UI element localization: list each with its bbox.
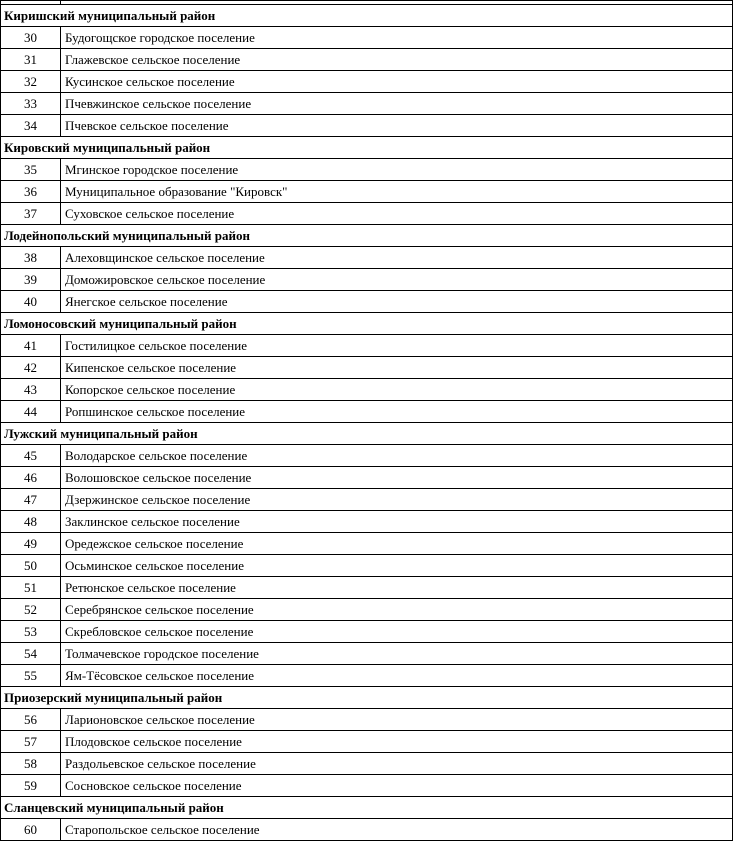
settlement-name: Янегское сельское поселение (61, 291, 733, 313)
table-row (1, 159, 733, 181)
district-name: Приозерский муниципальный район (1, 687, 733, 709)
table-row (1, 819, 733, 841)
settlement-name: Ретюнское сельское поселение (61, 577, 733, 599)
table-row (1, 71, 733, 93)
settlement-name: Будогощское городское поселение (61, 27, 733, 49)
row-number: 30 (1, 27, 61, 49)
row-number: 48 (1, 511, 61, 533)
settlement-name: Гостилицкое сельское поселение (61, 335, 733, 357)
table-row (1, 203, 733, 225)
settlement-name: Глажевское сельское поселение (61, 49, 733, 71)
settlement-name: Муниципальное образование "Кировск" (61, 181, 733, 203)
row-number: 35 (1, 159, 61, 181)
settlement-name: Ям-Тёсовское сельское поселение (61, 665, 733, 687)
row-number: 38 (1, 247, 61, 269)
row-number: 33 (1, 93, 61, 115)
table-row (1, 445, 733, 467)
table-row (1, 247, 733, 269)
settlement-name: Волошовское сельское поселение (61, 467, 733, 489)
table-body (1, 1, 733, 841)
district-row (1, 5, 733, 27)
settlement-name: Старопольское сельское поселение (61, 819, 733, 841)
settlement-name: Заклинское сельское поселение (61, 511, 733, 533)
settlement-name: Осьминское сельское поселение (61, 555, 733, 577)
table-row (1, 335, 733, 357)
table-row (1, 665, 733, 687)
district-row (1, 313, 733, 335)
table-row (1, 49, 733, 71)
district-name: Киришский муниципальный район (1, 5, 733, 27)
row-number: 36 (1, 181, 61, 203)
row-number: 43 (1, 379, 61, 401)
row-number: 42 (1, 357, 61, 379)
table-row (1, 27, 733, 49)
settlement-name: Ропшинское сельское поселение (61, 401, 733, 423)
district-row (1, 687, 733, 709)
row-number: 34 (1, 115, 61, 137)
row-number: 49 (1, 533, 61, 555)
settlement-name: Толмачевское городское поселение (61, 643, 733, 665)
row-number: 58 (1, 753, 61, 775)
settlement-name: Оредежское сельское поселение (61, 533, 733, 555)
district-name: Сланцевский муниципальный район (1, 797, 733, 819)
table-row (1, 291, 733, 313)
row-number: 45 (1, 445, 61, 467)
table-row (1, 489, 733, 511)
row-number: 52 (1, 599, 61, 621)
row-number: 53 (1, 621, 61, 643)
row-number: 37 (1, 203, 61, 225)
table-row (1, 181, 733, 203)
settlement-name: Доможировское сельское поселение (61, 269, 733, 291)
row-number: 31 (1, 49, 61, 71)
table-row (1, 643, 733, 665)
table-row (1, 379, 733, 401)
table-row (1, 555, 733, 577)
settlement-name: Сосновское сельское поселение (61, 775, 733, 797)
table-row (1, 577, 733, 599)
settlement-name: Копорское сельское поселение (61, 379, 733, 401)
settlement-name: Пчевжинское сельское поселение (61, 93, 733, 115)
district-row (1, 423, 733, 445)
table-row (1, 115, 733, 137)
settlement-name: Алеховщинское сельское поселение (61, 247, 733, 269)
row-number: 59 (1, 775, 61, 797)
table-row (1, 357, 733, 379)
settlement-name: Кипенское сельское поселение (61, 357, 733, 379)
table-row (1, 511, 733, 533)
table-row (1, 269, 733, 291)
district-name: Лодейнопольский муниципальный район (1, 225, 733, 247)
row-number: 60 (1, 819, 61, 841)
settlement-name: Пчевское сельское поселение (61, 115, 733, 137)
row-number: 55 (1, 665, 61, 687)
district-row (1, 137, 733, 159)
settlement-name: Володарское сельское поселение (61, 445, 733, 467)
table-row (1, 533, 733, 555)
row-number: 57 (1, 731, 61, 753)
table-row (1, 93, 733, 115)
district-row (1, 225, 733, 247)
row-number: 56 (1, 709, 61, 731)
row-number: 41 (1, 335, 61, 357)
row-number: 50 (1, 555, 61, 577)
settlement-name: Серебрянское сельское поселение (61, 599, 733, 621)
district-row (1, 797, 733, 819)
district-name: Кировский муниципальный район (1, 137, 733, 159)
row-number: 51 (1, 577, 61, 599)
district-name: Ломоносовский муниципальный район (1, 313, 733, 335)
row-number: 47 (1, 489, 61, 511)
table-row (1, 753, 733, 775)
district-name: Лужский муниципальный район (1, 423, 733, 445)
table-row (1, 621, 733, 643)
settlement-name: Скребловское сельское поселение (61, 621, 733, 643)
table-row (1, 709, 733, 731)
settlement-name: Суховское сельское поселение (61, 203, 733, 225)
table-row (1, 731, 733, 753)
row-number: 54 (1, 643, 61, 665)
row-number: 32 (1, 71, 61, 93)
settlement-name: Мгинское городское поселение (61, 159, 733, 181)
row-number: 44 (1, 401, 61, 423)
table-row (1, 775, 733, 797)
row-number: 39 (1, 269, 61, 291)
row-number: 46 (1, 467, 61, 489)
table-row (1, 467, 733, 489)
table-row (1, 599, 733, 621)
row-number: 40 (1, 291, 61, 313)
settlement-name: Плодовское сельское поселение (61, 731, 733, 753)
settlement-name: Раздольевское сельское поселение (61, 753, 733, 775)
settlement-name: Кусинское сельское поселение (61, 71, 733, 93)
settlement-name: Ларионовское сельское поселение (61, 709, 733, 731)
settlement-name: Дзержинское сельское поселение (61, 489, 733, 511)
table-row (1, 401, 733, 423)
